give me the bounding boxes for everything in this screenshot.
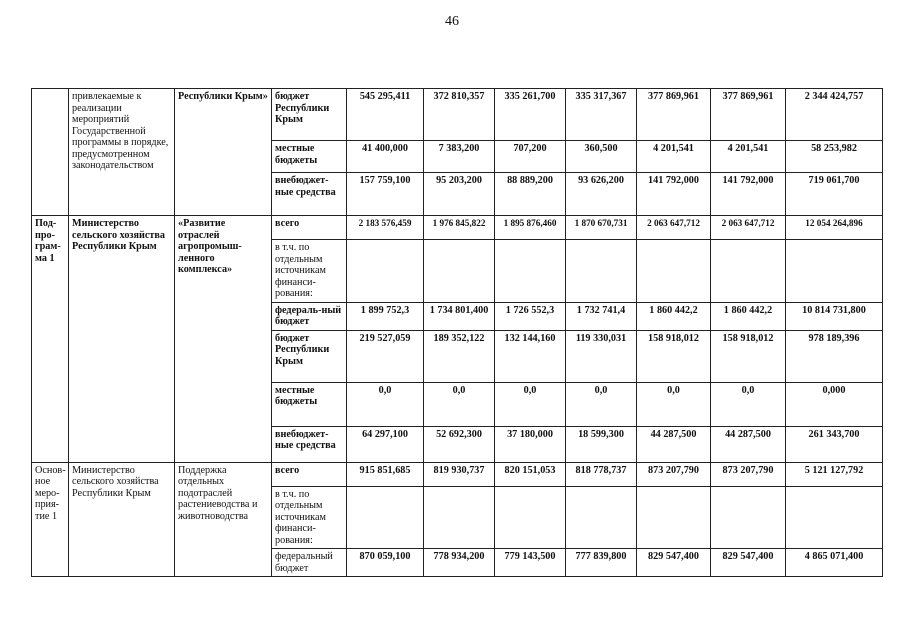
value-cell: 820 151,053 <box>495 462 566 486</box>
value-cell: 777 839,800 <box>566 549 637 577</box>
value-cell: 377 869,961 <box>711 89 786 141</box>
value-cell: 41 400,000 <box>347 141 424 173</box>
total-cell: 4 865 071,400 <box>786 549 883 577</box>
program-cell: Поддержка отдельных подотраслей растениеводства и животноводства <box>175 462 272 577</box>
value-cell: 141 792,000 <box>637 173 711 216</box>
value-cell: 64 297,100 <box>347 426 424 462</box>
value-cell: 915 851,685 <box>347 462 424 486</box>
source-cell: федераль-ный бюджет <box>272 302 347 330</box>
value-cell: 158 918,012 <box>637 330 711 382</box>
value-cell: 119 330,031 <box>566 330 637 382</box>
value-cell: 1 860 442,2 <box>637 302 711 330</box>
page-number: 46 <box>445 14 459 29</box>
value-cell: 93 626,200 <box>566 173 637 216</box>
value-cell: 819 930,737 <box>424 462 495 486</box>
value-cell <box>566 240 637 303</box>
value-cell: 158 918,012 <box>711 330 786 382</box>
value-cell <box>424 240 495 303</box>
value-cell: 829 547,400 <box>711 549 786 577</box>
total-cell: 58 253,982 <box>786 141 883 173</box>
table-row <box>32 89 883 141</box>
executor-cell: привлекаемые к реализации мероприятий Государственной программы в порядке, предусмотренном законодательством <box>69 89 175 216</box>
value-cell: 2 183 576,459 <box>347 216 424 240</box>
table-row <box>32 216 883 240</box>
value-cell <box>424 486 495 549</box>
total-cell: 0,000 <box>786 382 883 426</box>
table-row <box>32 462 883 486</box>
value-cell: 779 143,500 <box>495 549 566 577</box>
value-cell: 707,200 <box>495 141 566 173</box>
value-cell: 2 063 647,712 <box>711 216 786 240</box>
value-cell: 360,500 <box>566 141 637 173</box>
value-cell <box>347 486 424 549</box>
total-cell: 2 344 424,757 <box>786 89 883 141</box>
total-cell <box>786 240 883 303</box>
value-cell: 1 895 876,460 <box>495 216 566 240</box>
total-cell <box>786 486 883 549</box>
value-cell: 0,0 <box>711 382 786 426</box>
value-cell: 132 144,160 <box>495 330 566 382</box>
value-cell: 88 889,200 <box>495 173 566 216</box>
value-cell: 37 180,000 <box>495 426 566 462</box>
total-cell: 12 054 264,896 <box>786 216 883 240</box>
value-cell: 4 201,541 <box>637 141 711 173</box>
total-cell: 10 814 731,800 <box>786 302 883 330</box>
value-cell: 818 778,737 <box>566 462 637 486</box>
budget-table <box>31 88 883 577</box>
value-cell: 829 547,400 <box>637 549 711 577</box>
source-cell: местные бюджеты <box>272 141 347 173</box>
source-cell: в т.ч. по отдельным источникам финанси-рования: <box>272 486 347 549</box>
code-cell <box>32 89 69 216</box>
value-cell: 44 287,500 <box>637 426 711 462</box>
value-cell <box>711 486 786 549</box>
value-cell: 377 869,961 <box>637 89 711 141</box>
value-cell: 0,0 <box>424 382 495 426</box>
value-cell: 141 792,000 <box>711 173 786 216</box>
value-cell: 157 759,100 <box>347 173 424 216</box>
value-cell: 335 317,367 <box>566 89 637 141</box>
value-cell: 4 201,541 <box>711 141 786 173</box>
source-cell: федеральный бюджет <box>272 549 347 577</box>
value-cell: 1 899 752,3 <box>347 302 424 330</box>
value-cell: 95 203,200 <box>424 173 495 216</box>
value-cell: 1 860 442,2 <box>711 302 786 330</box>
value-cell: 219 527,059 <box>347 330 424 382</box>
source-cell: местные бюджеты <box>272 382 347 426</box>
total-cell: 5 121 127,792 <box>786 462 883 486</box>
value-cell: 7 383,200 <box>424 141 495 173</box>
source-cell: в т.ч. по отдельным источникам финанси-рования: <box>272 240 347 303</box>
value-cell: 873 207,790 <box>637 462 711 486</box>
value-cell: 0,0 <box>566 382 637 426</box>
value-cell <box>347 240 424 303</box>
value-cell: 189 352,122 <box>424 330 495 382</box>
executor-cell: Министерство сельского хозяйства Республики Крым <box>69 216 175 463</box>
source-cell: внебюджет-ные средства <box>272 426 347 462</box>
value-cell: 545 295,411 <box>347 89 424 141</box>
value-cell: 0,0 <box>347 382 424 426</box>
value-cell: 873 207,790 <box>711 462 786 486</box>
source-cell: бюджет Республики Крым <box>272 89 347 141</box>
value-cell: 52 692,300 <box>424 426 495 462</box>
source-cell: всего <box>272 462 347 486</box>
value-cell: 1 734 801,400 <box>424 302 495 330</box>
value-cell: 44 287,500 <box>711 426 786 462</box>
value-cell <box>637 240 711 303</box>
value-cell: 1 732 741,4 <box>566 302 637 330</box>
executor-cell: Министерство сельского хозяйства Республики Крым <box>69 462 175 577</box>
value-cell: 1 976 845,822 <box>424 216 495 240</box>
value-cell: 18 599,300 <box>566 426 637 462</box>
value-cell: 0,0 <box>495 382 566 426</box>
value-cell: 778 934,200 <box>424 549 495 577</box>
source-cell: всего <box>272 216 347 240</box>
value-cell <box>566 486 637 549</box>
program-cell: «Развитие отраслей агропромыш-ленного комплекса» <box>175 216 272 463</box>
total-cell: 261 343,700 <box>786 426 883 462</box>
value-cell: 1 726 552,3 <box>495 302 566 330</box>
total-cell: 719 061,700 <box>786 173 883 216</box>
value-cell: 0,0 <box>637 382 711 426</box>
value-cell <box>711 240 786 303</box>
code-cell: Под-про-грам-ма 1 <box>32 216 69 463</box>
program-cell: Республики Крым» <box>175 89 272 216</box>
value-cell <box>637 486 711 549</box>
value-cell: 335 261,700 <box>495 89 566 141</box>
code-cell: Основ-ное меро-прия-тие 1 <box>32 462 69 577</box>
value-cell: 1 870 670,731 <box>566 216 637 240</box>
value-cell <box>495 240 566 303</box>
total-cell: 978 189,396 <box>786 330 883 382</box>
source-cell: бюджет Республики Крым <box>272 330 347 382</box>
value-cell <box>495 486 566 549</box>
value-cell: 372 810,357 <box>424 89 495 141</box>
value-cell: 2 063 647,712 <box>637 216 711 240</box>
value-cell: 870 059,100 <box>347 549 424 577</box>
source-cell: внебюджет-ные средства <box>272 173 347 216</box>
